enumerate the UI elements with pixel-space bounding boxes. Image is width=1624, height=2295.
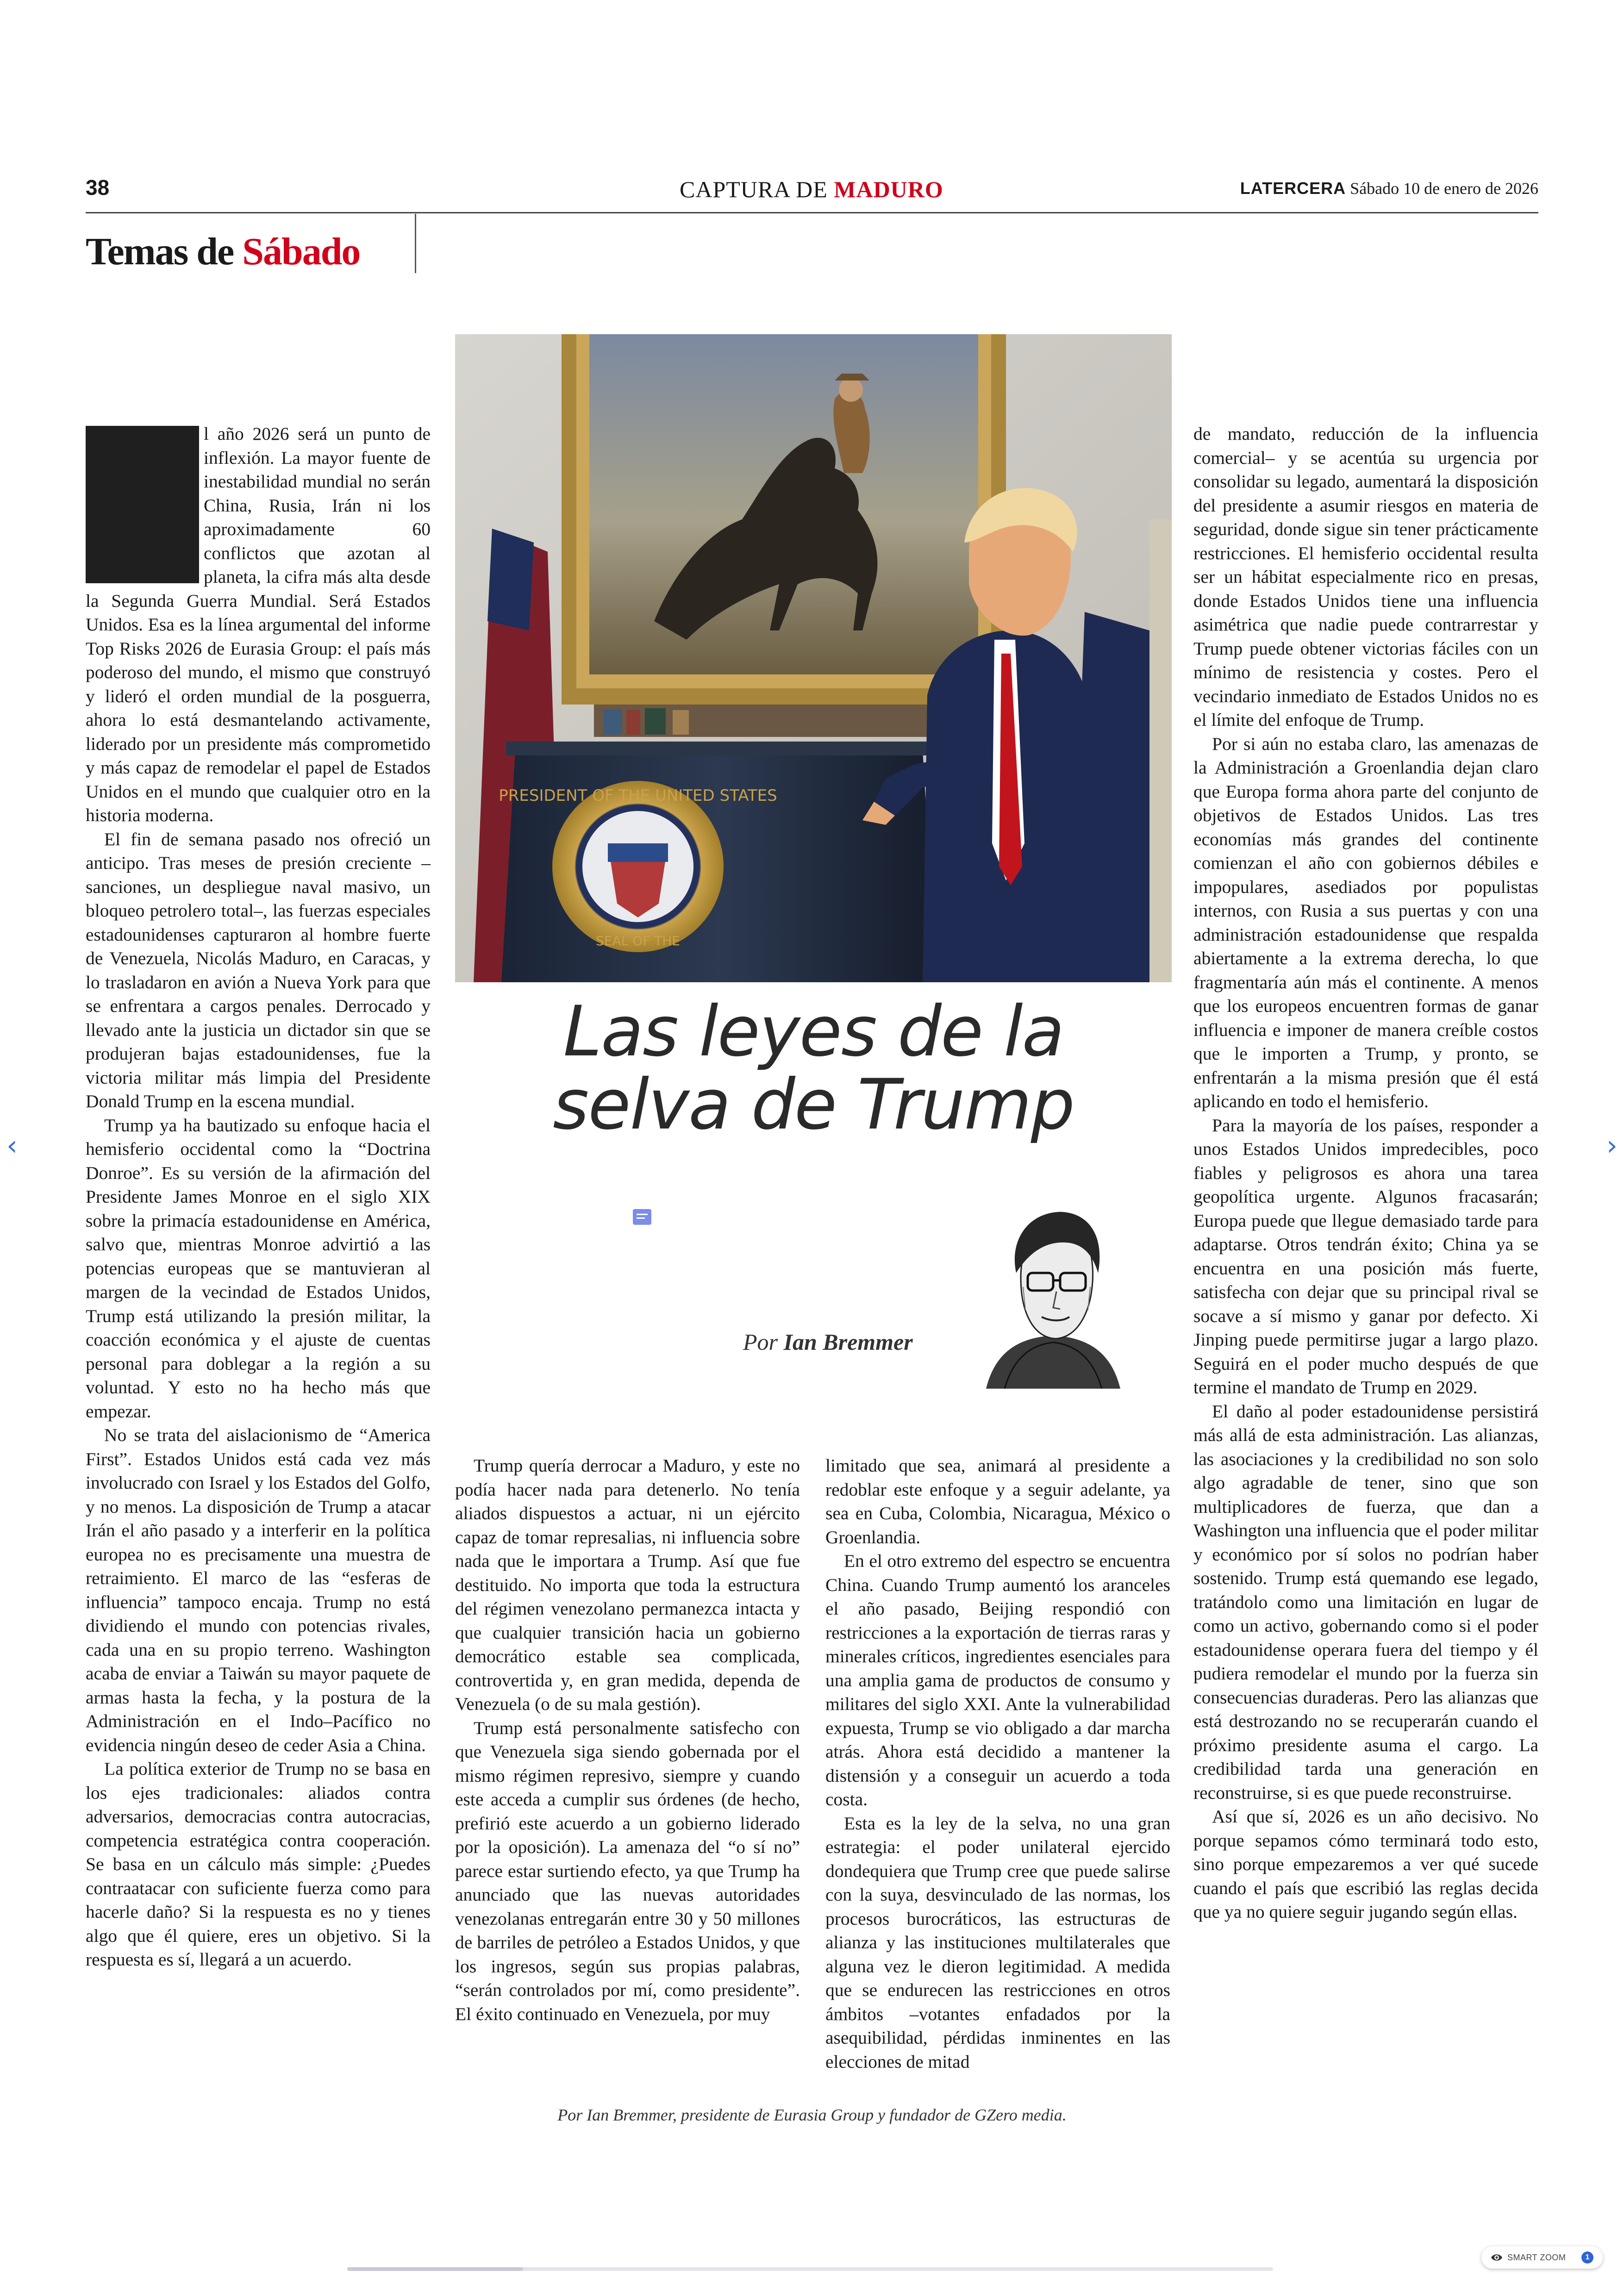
issue-date: Sábado 10 de enero de 2026 [1350, 179, 1538, 198]
paragraph: limitado que sea, animará al presidente a redoblar este enfoque y a seguir adelante, ya sea en Cuba, Colombia, Nicaragua, México o Groenlandia. [825, 1455, 1170, 1547]
section-tag-prefix: Temas de [86, 230, 234, 273]
headline-line-2: selva de Trump [553, 1065, 1074, 1145]
section-tag-highlight: Sábado [242, 230, 360, 273]
article-column-3 [825, 1454, 1170, 2074]
headline-line-1: Las leyes de la [563, 992, 1064, 1072]
section-tag [86, 229, 360, 274]
paragraph: l año 2026 será un punto de inflexión. La mayor fuente de inestabilidad mundial no serán China, Rusia, Irán ni los aproximadamente 60 conflictos que azotan al planeta, la cifra más alta desde la Segunda Guerra Mundial. Será Estados Unidos. Esa es la línea argumental del informe Top Risks 2026 de Eurasia Group: el país más poderoso del mundo, el mismo que construyó y lideró el orden mundial de la posguerra, ahora lo está desmantelando activamente, liderado por un presidente más comprometido y más capaz de remodelar el papel de Estados Unidos en el mundo que cualquier otro en la historia moderna. [86, 424, 431, 825]
section-title [680, 176, 943, 203]
article-column-4 [1193, 422, 1538, 1924]
author-portrait [977, 1204, 1130, 1389]
paragraph: de mandato, reducción de la influencia comercial– y se acentúa su urgencia por consolidar su legado, aumentará la disposición del presidente a asumir riesgos en materia de seguridad, donde sigue sin tener prácticamente restricciones. El hemisferio occidental resulta ser un hábitat especialmente rico en presas, donde Estados Unidos tiene una influencia asimétrica que nadie puede contrarrestar y Trump puede obtener victorias fáciles con un mínimo de resistencia y costes. Pero el vecindario inmediato de Estados Unidos no es el límite del enfoque de Trump. [1193, 424, 1538, 730]
paragraph: No se trata del aislacionismo de “America First”. Estados Unidos está cada vez más involucrado con Israel y los Estados del Golfo, y no menos. La disposición de Trump a atacar Irán el año pasado y a interferir en la política europea no es precisamente una muestra de retraimiento. El marco de las “esferas de influencia” tampoco encaja. Trump no está dividiendo el mundo con potencias rivales, cada una en su propio terreno. Washington acaba de enviar a Taiwán su mayor paquete de armas hasta la fecha, y la postura de la Administración en el Indo–Pacífico no evidencia ningún deseo de ceder Asia a China. [86, 1425, 431, 1755]
byline [743, 1328, 913, 1355]
seal-text-bottom: SEAL OF THE [595, 933, 681, 948]
smart-zoom-badge: 1 [1581, 2251, 1593, 2264]
article-column-2 [455, 1454, 800, 2026]
seal-text-top: PRESIDENT OF THE UNITED STATES [499, 786, 777, 805]
paragraph: El fin de semana pasado nos ofreció un anticipo. Tras meses de presión creciente –sanciones, un despliegue naval masivo, un bloqueo petrolero total–, las fuerzas especiales estadounidenses capturaron al hombre fuerte de Venezuela, Nicolás Maduro, en Caracas, y lo trasladaron en avión a Nueva York para que se enfrentara a cargos penales. Derrocado y llevado ante la justicia un dictador sin que se produjeran bajas estadounidenses, fue la victoria militar más limpia del Presidente Donald Trump en la escena mundial. [86, 829, 431, 1111]
scroll-progress-fill [347, 2267, 523, 2271]
paragraph: Así que sí, 2026 es un año decisivo. No porque sepamos cómo terminará todo esto, sino porque empezaremos a ver qué sucede cuando el país que escribió las reglas decida que ya no quiere seguir jugando según ellas. [1193, 1806, 1538, 1922]
smart-zoom-label: SMART ZOOM [1507, 2253, 1566, 2262]
header-divider [86, 212, 1538, 213]
section-tag-divider [415, 214, 416, 273]
paragraph: La política exterior de Trump no se basa en los ejes tradicionales: aliados contra adversarios, democracias contra autocracias, competencia estratégica contra cooperación. Se basa en un cálculo más simple: ¿Puedes contraatacar con suficiente fuerza como para hacerle daño? Si la respuesta es no y tienes algo que él quiere, eres un objetivo. Si la respuesta es sí, llegará a un acuerdo. [86, 1759, 431, 1970]
author-credit: Por Ian Bremmer, presidente de Eurasia Group y fundador de GZero media. [557, 2106, 1067, 2124]
section-title-prefix: CAPTURA DE [680, 176, 828, 202]
dropcap: E [86, 426, 199, 583]
paragraph: En el otro extremo del espectro se encuentra China. Cuando Trump aumentó los aranceles el año pasado, Beijing respondió con restricciones a la exportación de tierras raras y minerales críticos, ingredientes esenciales para una amplia gama de productos de consumo y militares del siglo XXI. Ante la vulnerabilidad expuesta, Trump se vio obligado a dar marcha atrás. Ahora está decidido a mantener la distensión y a conseguir un acuerdo a toda costa. [825, 1551, 1170, 1809]
paragraph: Trump está personalmente satisfecho con que Venezuela siga siendo gobernada por el mismo régimen represivo, siempre y cuando este acceda a cumplir sus órdenes (de hecho, prefirió este acuerdo a un gobierno liderado por la oposición). La amenaza del “o sí no” parece estar surtiendo efecto, ya que Trump ha anunciado que las nuevas autoridades venezolanas entregarán entre 30 y 50 millones de barriles de petróleo a Estados Unidos, y que los ingresos, según sus propias palabras, “serán controlados por mí, como presidente”. El éxito continuado en Venezuela, por muy [455, 1717, 800, 2024]
byline-prefix: Por [743, 1329, 778, 1355]
comment-icon[interactable] [632, 1208, 652, 1227]
article-column-1 [86, 422, 431, 1972]
paragraph: Trump ya ha bautizado su enfoque hacia el hemisferio occidental como la “Doctrina Donroe”. Es su versión de la afirmación del Presidente James Monroe en el siglo XIX sobre la primacía estadounidense en América, salvo que, mientras Monroe advirtió a las potencias europeas que se mantuvieran al margen de la vecindad de Estados Unidos, Trump está utilizando la presión militar, la coacción económica y el ajuste de cuentas personal para doblegar a la región a su voluntad. Y esto no ha hecho más que empezar. [86, 1115, 431, 1422]
paragraph: Por si aún no estaba claro, las amenazas de la Administración a Groenlandia dejan claro que Europa forma ahora parte del conjunto de objetivos de Estados Unidos. Las tres economías más grandes del continente comienzan el año con gobiernos débiles e impopulares, asediados por populistas internos, con Rusia a sus puertas y con una administración estadounidense que respalda abiertamente a la extrema derecha, lo que fragmentaría aún más el continente. A menos que los europeos encuentren formas de ganar influencia e imponer de manera creíble costos que le importen a Trump, y pronto, se enfrentarán a la misma presión que él está aplicando en todo el hemisferio. [1193, 733, 1538, 1111]
brand-name: LATERCERA [1240, 179, 1346, 198]
masthead [1240, 179, 1538, 198]
paragraph: Para la mayoría de los países, responder a unos Estados Unidos impredecibles, poco fiables y peligrosos es ahora una tarea geopolítica urgente. Algunos fracasarán; Europa puede que llegue demasiado tarde para adaptarse. Otros tendrán éxito; China ya se encuentra en una posición más fuerte, satisfecha con dejar que su principal rival se socave a sí mismo y ganar por defecto. Xi Jinping puede permitirse jugar a largo plazo. Seguirá en el poder mucho después de que termine el mandato de Trump en 2029. [1193, 1115, 1538, 1397]
smart-zoom-button[interactable] [1481, 2246, 1603, 2269]
section-title-highlight: MADURO [834, 176, 943, 202]
paragraph: El daño al poder estadounidense persistirá más allá de esta administración. Las alianzas, las asociaciones y la credibilidad no son solo algo agradable de tener, sino que son multiplicadores de fuerza, que dan a Washington una influencia que el poder militar y económico por sí solos no podrían haber sostenido. Trump está quemando ese legado, tratándolo como una limitación en lugar de como un activo, gobernando como si el poder estadounidense operara fuera del tiempo y él pudiera remodelar el mundo por la fuerza sin consecuencias duraderas. Pero las alianzas que está destrozando no se recuperarán cuando el próximo presidente asuma el cargo. La credibilidad tarda una generación en reconstruirse, si es que puede reconstruirse. [1193, 1401, 1538, 1803]
article-headline [455, 992, 1172, 1145]
paragraph: Esta es la ley de la selva, no una gran estrategia: el poder unilateral ejercido dondequiera que Trump cree que puede salirse con la suya, desvinculado de las normas, los procesos burocráticos, las estructuras de alianza y las instituciones multilaterales que alguna vez le dieron legitimidad. A medida que se endurecen las restricciones en otros ámbitos –votantes enfadados por la asequibilidad, pérdidas inminentes en las elecciones de mitad [825, 1813, 1170, 2072]
article-photo [455, 334, 1172, 982]
chevron-left-icon[interactable]: ‹ [6, 1129, 18, 1162]
chevron-right-icon[interactable]: › [1606, 1129, 1618, 1162]
page-number: 38 [86, 175, 110, 200]
byline-author: Ian Bremmer [783, 1329, 913, 1355]
paragraph: Trump quería derrocar a Maduro, y este no podía hacer nada para detenerlo. No tenía aliados dispuestos a actuar, ni un ejército capaz de tomar represalias, ni influencia sobre nada que le importara a Trump. Así que fue destituido. No importa que toda la estructura del régimen venezolano permanezca intacta y que cualquier transición hacia un gobierno democrático estable sea complicada, controvertida y, en gran medida, dependa de Venezuela (o de su mala gestión). [455, 1455, 800, 1714]
eye-icon [1491, 2252, 1503, 2263]
